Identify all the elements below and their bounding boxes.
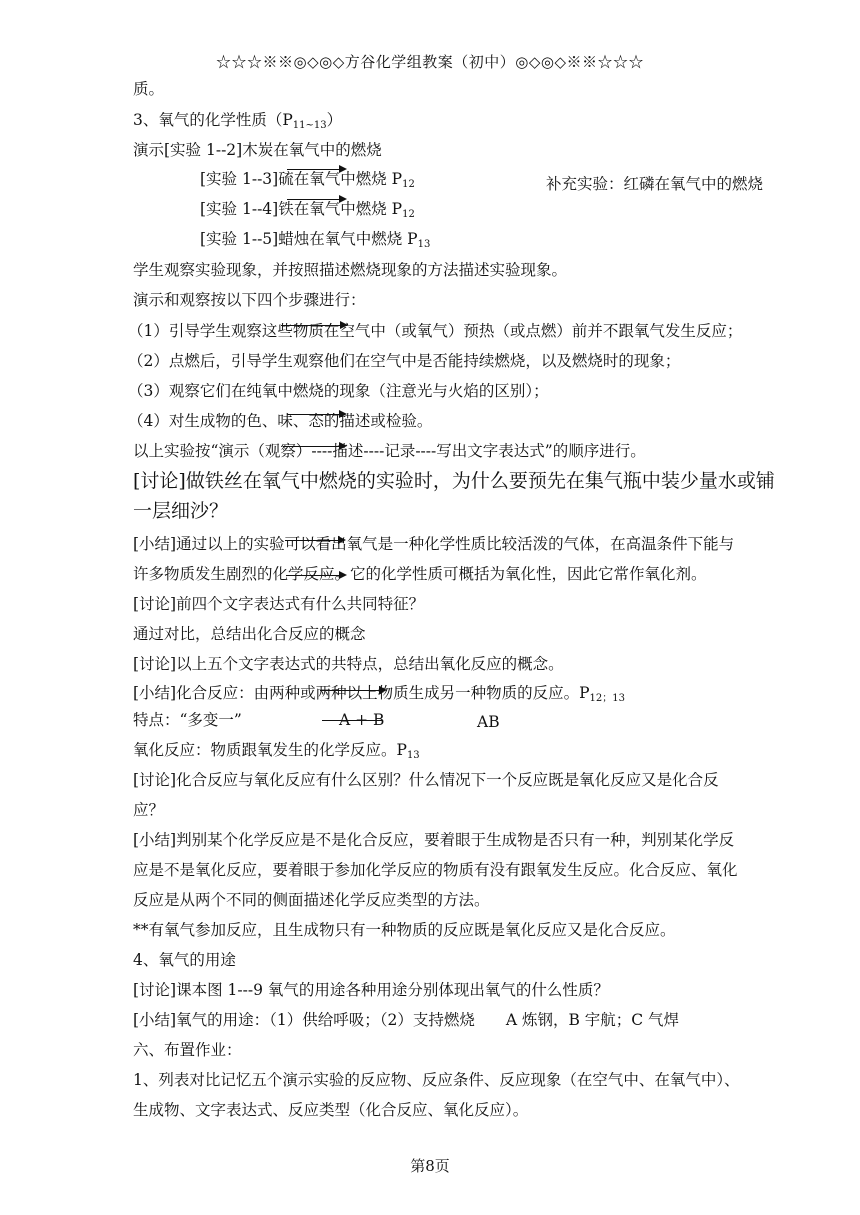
- feature-line: [133, 713, 242, 729]
- reaction-arrow: [320, 690, 380, 691]
- heading-close: ）: [326, 111, 343, 129]
- oxidation-reaction-definition: [133, 743, 420, 761]
- step-1: （1）引导学生观察这些物质在空气中（或氧气）预热（或点燃）前并不跟氧气发生反应；: [128, 322, 743, 340]
- heading-text: 3、氧气的化学性质（P: [133, 111, 293, 129]
- reaction-arrow: [285, 540, 339, 541]
- section-heading-homework: 六、布置作业：: [133, 1041, 242, 1059]
- reaction-arrow: [283, 446, 340, 447]
- page-ref: 12；13: [589, 693, 625, 704]
- definition-text: [小结]化合反应：由两种或两种以上物质生成另一种物质的反应。P: [133, 684, 590, 702]
- summary-line: 反应是从两个不同的侧面描述化学反应类型的方法。: [133, 891, 490, 909]
- text-line: 通过对比，总结出化合反应的概念: [133, 625, 366, 643]
- section-heading-uses: 4、氧气的用途: [133, 951, 236, 969]
- discussion-question-cont: 一层细沙？: [133, 500, 229, 522]
- summary-line: 许多物质发生剧烈的化学反应。它的化学性质可概括为氧化性，因此它常作氧化剂。: [133, 565, 707, 583]
- page-ref: 13: [417, 239, 431, 250]
- page-ref: 12: [402, 179, 415, 190]
- experiment-text: [实验 1--3]硫在氧气中燃烧 P: [200, 170, 403, 188]
- experiment-text: [实验 1--4]铁在氧气中燃烧 P: [200, 200, 403, 218]
- experiment-1-4: [200, 202, 415, 220]
- step-3: （3）观察它们在纯氧中燃烧的现象（注意光与火焰的区别）；: [128, 382, 549, 400]
- reaction-arrow: [287, 199, 340, 200]
- text-line: 学生观察实验现象，并按照描述燃烧现象的方法描述实验现象。: [133, 261, 568, 279]
- note-line: **有氧气参加反应，且生成物只有一种物质的反应既是氧化反应又是化合反应。: [133, 921, 676, 939]
- reaction-arrow: [281, 325, 341, 326]
- equation-product: AB: [477, 713, 500, 731]
- discussion-line: [讨论]化合反应与氧化反应有什么区别？什么情况下一个反应既是氧化反应又是化合反: [133, 771, 719, 789]
- page-ref: 11~13: [292, 120, 327, 131]
- equation-reactants: A + B: [339, 711, 385, 729]
- text-line: 演示和观察按以下四个步骤进行：: [133, 291, 366, 309]
- demo-experiment-1-2: 演示[实验 1--2]木炭在氧气中的燃烧: [133, 141, 382, 159]
- definition-text: 氧化反应：物质跟氧发生的化学反应。P: [133, 741, 407, 759]
- discussion-question: [讨论]做铁丝在氧气中燃烧的实验时，为什么要预先在集气瓶中装少量水或铺: [133, 470, 775, 492]
- experiment-1-5: [200, 232, 430, 250]
- step-4: （4）对生成物的色、味、态的描述或检验。: [128, 412, 433, 430]
- homework-item: 1、列表对比记忆五个演示实验的反应物、反应条件、反应现象（在空气中、在氧气中）、: [133, 1071, 740, 1089]
- reaction-arrow: [287, 414, 340, 415]
- strike-line: [322, 720, 382, 721]
- discussion-line-cont: 应？: [133, 801, 165, 819]
- text-line: 质。: [133, 80, 165, 98]
- step-2: （2）点燃后，引导学生观察他们在空气中是否能持续燃烧，以及燃烧时的现象；: [128, 352, 681, 370]
- page-header: ☆☆☆※※◎◇◎◇方谷化学组教案（初中）◎◇◎◇※※☆☆☆: [216, 53, 644, 71]
- page-number: 第8页: [410, 1157, 450, 1175]
- page-ref: 12: [402, 209, 415, 220]
- discussion-line: [讨论]以上五个文字表达式的共特点，总结出氧化反应的概念。: [133, 655, 564, 673]
- supplementary-experiment: 补充实验：红磷在氧气中的燃烧: [546, 175, 764, 193]
- experiment-text: [实验 1--5]蜡烛在氧气中燃烧 P: [200, 230, 418, 248]
- reaction-arrow: [287, 169, 340, 170]
- summary-line: [小结]判别某个化学反应是不是化合反应，要着眼于生成物是否只有一种，判别某化学反: [133, 831, 735, 849]
- discussion-line: [讨论]课本图 1---9 氧气的用途各种用途分别体现出氧气的什么性质？: [133, 981, 609, 999]
- experiment-1-3: [200, 172, 415, 190]
- summary-line: 应是不是氧化反应，要着眼于参加化学反应的物质有没有跟氧发生反应。化合反应、氧化: [133, 861, 738, 879]
- summary-line: [小结]通过以上的实验可以看出氧气是一种化学性质比较活泼的气体，在高温条件下能与: [133, 535, 735, 553]
- reaction-arrow: [286, 575, 340, 576]
- summary-line: [小结]氧气的用途：（1）供给呼吸；（2）支持燃烧 A 炼钢，B 宇航；C 气焊: [133, 1011, 680, 1029]
- feature-text: 特点：“多变一”: [133, 711, 242, 729]
- page-ref: 13: [406, 750, 420, 761]
- section-heading-chemical-properties: [133, 113, 342, 131]
- discussion-line: [讨论]前四个文字表达式有什么共同特征？: [133, 595, 425, 613]
- text-line: 以上实验按“演示（观察）----描述----记录----写出文字表达式”的顺序进行。: [133, 442, 646, 460]
- homework-item-cont: 生成物、文字表达式、反应类型（化合反应、氧化反应）。: [133, 1101, 529, 1119]
